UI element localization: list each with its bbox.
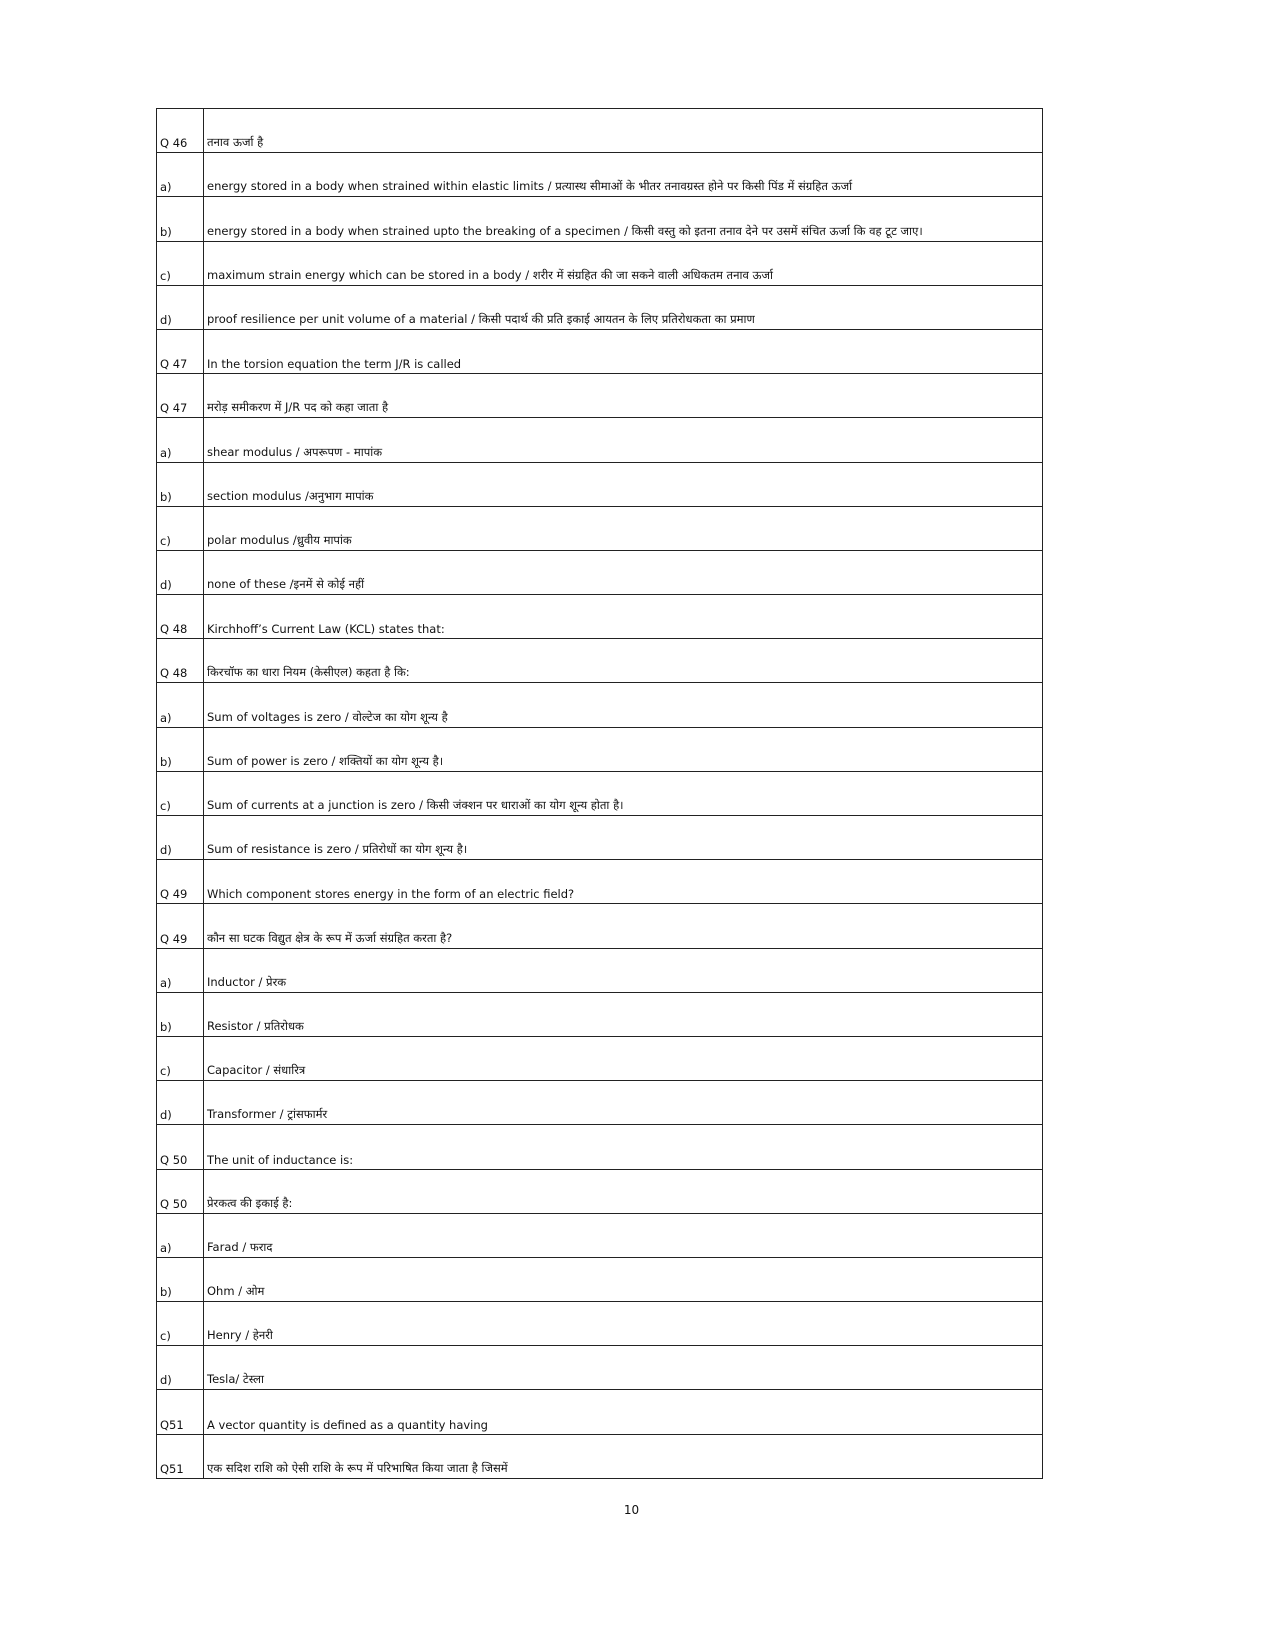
table-row (157, 1081, 1043, 1125)
question-text: Tesla/ टेस्ला (204, 1346, 1043, 1390)
question-text: maximum strain energy which can be stored in a body / शरीर में संग्रहित की जा सकने वाली अधिकतम तनाव ऊर्जा (204, 241, 1043, 285)
question-label: Q 49 (157, 904, 204, 948)
table-row (157, 418, 1043, 462)
table-row (157, 860, 1043, 904)
table-row (157, 948, 1043, 992)
table-row (157, 683, 1043, 727)
table-row (157, 462, 1043, 506)
table-row (157, 1257, 1043, 1301)
question-text: polar modulus /ध्रुवीय मापांक (204, 506, 1043, 550)
table-row (157, 595, 1043, 639)
table-row (157, 727, 1043, 771)
question-text: Transformer / ट्रांसफार्मर (204, 1081, 1043, 1125)
question-text: Inductor / प्रेरक (204, 948, 1043, 992)
question-label: b) (157, 992, 204, 1036)
question-label: d) (157, 816, 204, 860)
question-text: कौन सा घटक विद्युत क्षेत्र के रूप में ऊर्जा संग्रहित करता है? (204, 904, 1043, 948)
table-row (157, 771, 1043, 815)
table-row (157, 1213, 1043, 1257)
question-text: Kirchhoff’s Current Law (KCL) states that: (204, 595, 1043, 639)
question-text: none of these /इनमें से कोई नहीं (204, 550, 1043, 594)
table-row (157, 285, 1043, 329)
question-label: c) (157, 1036, 204, 1080)
question-label: d) (157, 550, 204, 594)
question-text: proof resilience per unit volume of a material / किसी पदार्थ की प्रति इकाई आयतन के लिए प्रतिरोधकता का प्रमाण (204, 285, 1043, 329)
table-row (157, 153, 1043, 197)
question-label: b) (157, 197, 204, 241)
question-label: b) (157, 1257, 204, 1301)
page-number: 10 (623, 1503, 640, 1517)
question-label: a) (157, 683, 204, 727)
question-text: Henry / हेनरी (204, 1302, 1043, 1346)
table-row (157, 1346, 1043, 1390)
question-label: Q51 (157, 1434, 204, 1478)
table-row (157, 506, 1043, 550)
question-label: Q 47 (157, 329, 204, 373)
question-label: c) (157, 506, 204, 550)
question-text: Which component stores energy in the form of an electric field? (204, 860, 1043, 904)
question-label: Q 49 (157, 860, 204, 904)
table-row (157, 992, 1043, 1036)
table-row (157, 639, 1043, 683)
question-label: c) (157, 771, 204, 815)
question-label: a) (157, 418, 204, 462)
table-row (157, 1390, 1043, 1434)
question-text: किरचॉफ का धारा नियम (केसीएल) कहता है कि: (204, 639, 1043, 683)
question-text: मरोड़ समीकरण में J/R पद को कहा जाता है (204, 374, 1043, 418)
question-text: section modulus /अनुभाग मापांक (204, 462, 1043, 506)
table-row (157, 1125, 1043, 1169)
question-label: a) (157, 153, 204, 197)
table-row (157, 329, 1043, 373)
table-row (157, 374, 1043, 418)
table-row (157, 1302, 1043, 1346)
question-text: shear modulus / अपरूपण - मापांक (204, 418, 1043, 462)
table-row (157, 241, 1043, 285)
table-row (157, 904, 1043, 948)
question-text: Sum of resistance is zero / प्रतिरोधों का योग शून्य है। (204, 816, 1043, 860)
question-label: a) (157, 948, 204, 992)
question-text: In the torsion equation the term J/R is called (204, 329, 1043, 373)
question-label: Q 48 (157, 595, 204, 639)
question-text: Capacitor / संधारित्र (204, 1036, 1043, 1080)
question-label: a) (157, 1213, 204, 1257)
question-label: b) (157, 462, 204, 506)
table-row (157, 816, 1043, 860)
question-text: Sum of power is zero / शक्तियों का योग शून्य है। (204, 727, 1043, 771)
question-text: energy stored in a body when strained upto the breaking of a specimen / किसी वस्तु को इतना तनाव देने पर उसमें संचित ऊर्जा कि वह टूट जाए। (204, 197, 1043, 241)
question-label: d) (157, 1346, 204, 1390)
table-row (157, 1169, 1043, 1213)
question-label: Q 46 (157, 109, 204, 153)
question-text: Farad / फराद (204, 1213, 1043, 1257)
question-label: d) (157, 285, 204, 329)
table-row (157, 1434, 1043, 1478)
question-text: energy stored in a body when strained within elastic limits / प्रत्यास्थ सीमाओं के भीतर तनावग्रस्त होने पर किसी पिंड में संग्रहित ऊर्जा (204, 153, 1043, 197)
table-row (157, 550, 1043, 594)
question-text: Sum of currents at a junction is zero / किसी जंक्शन पर धाराओं का योग शून्य होता है। (204, 771, 1043, 815)
question-label: c) (157, 1302, 204, 1346)
question-text: Sum of voltages is zero / वोल्टेज का योग शून्य है (204, 683, 1043, 727)
question-label: Q51 (157, 1390, 204, 1434)
question-text: The unit of inductance is: (204, 1125, 1043, 1169)
question-text: तनाव ऊर्जा है (204, 109, 1043, 153)
question-label: Q 47 (157, 374, 204, 418)
question-label: b) (157, 727, 204, 771)
question-table (156, 108, 1043, 1479)
question-text: A vector quantity is defined as a quantity having (204, 1390, 1043, 1434)
question-label: Q 48 (157, 639, 204, 683)
question-label: Q 50 (157, 1169, 204, 1213)
question-text: Resistor / प्रतिरोधक (204, 992, 1043, 1036)
table-row (157, 197, 1043, 241)
question-label: c) (157, 241, 204, 285)
table-row (157, 1036, 1043, 1080)
question-text: Ohm / ओम (204, 1257, 1043, 1301)
table-row (157, 109, 1043, 153)
question-text: एक सदिश राशि को ऐसी राशि के रूप में परिभाषित किया जाता है जिसमें (204, 1434, 1043, 1478)
question-label: d) (157, 1081, 204, 1125)
question-label: Q 50 (157, 1125, 204, 1169)
question-text: प्रेरकत्व की इकाई है: (204, 1169, 1043, 1213)
